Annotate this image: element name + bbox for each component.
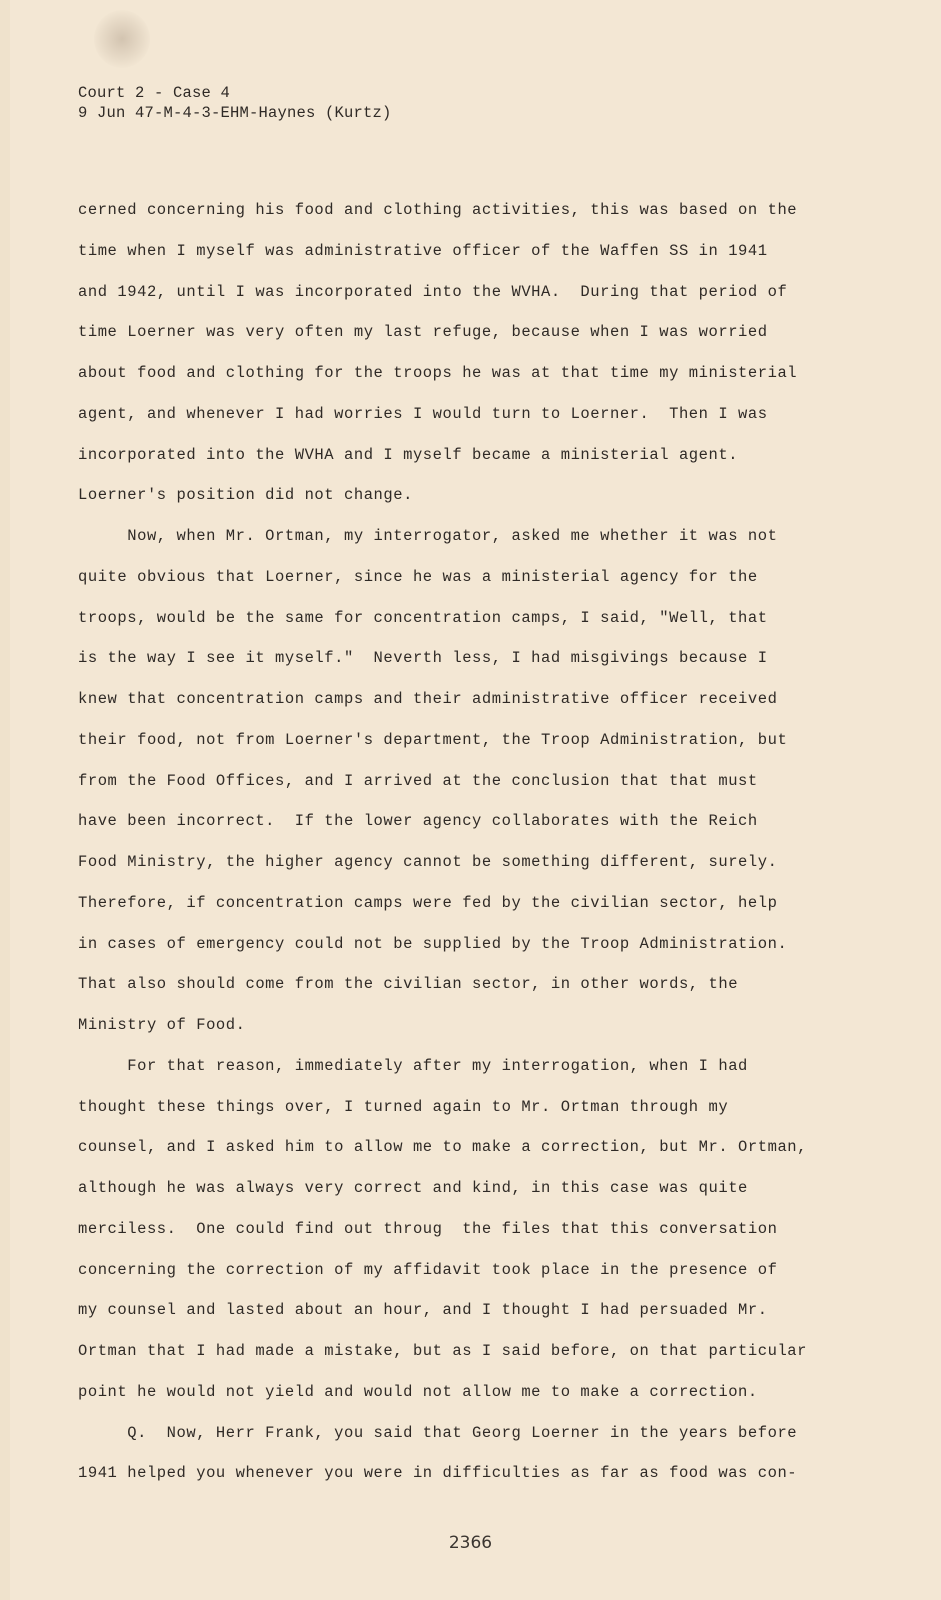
text-line: cerned concerning his food and clothing activities, this was based on the [78,201,798,219]
text-line: agent, and whenever I had worries I would turn to Loerner. Then I was [78,404,768,423]
text-line: have been incorrect. If the lower agency collaborates with the Reich [78,812,758,831]
header-date-reference: 9 Jun 47-M-4-3-EHM-Haynes (Kurtz) [78,104,392,122]
transcript-body [78,190,848,1494]
text-line: For that reason, immediately after my interrogation, when I had [78,1056,748,1075]
text-line: concerning the correction of my affidavit took place in the presence of [78,1260,778,1279]
text-line: Now, when Mr. Ortman, my interrogator, asked me whether it was not [78,527,778,545]
text-line: Food Ministry, the higher agency cannot be something different, surely. [78,853,778,871]
text-line: from the Food Offices, and I arrived at the conclusion that that must [78,771,758,790]
text-line: incorporated into the WVHA and I myself became a ministerial agent. [78,445,739,464]
text-line: in cases of emergency could not be supplied by the Troop Administration. [78,934,788,953]
text-line: point he would not yield and would not allow me to make a correction. [78,1382,758,1401]
text-line: time when I myself was administrative officer of the Waffen SS in 1941 [78,241,768,260]
text-line: although he was always very correct and kind, in this case was quite [78,1179,748,1197]
text-line: troops, would be the same for concentration camps, I said, "Well, that [78,608,768,627]
text-line: is the way I see it myself." Neverth less, I had misgivings because I [78,649,768,668]
text-line: Ortman that I had made a mistake, but as I said before, on that particular [78,1342,808,1360]
header-court-case: Court 2 - Case 4 [78,84,231,102]
text-line: merciless. One could find out throug the files that this conversation [78,1219,778,1238]
text-line: thought these things over, I turned again to Mr. Ortman through my [78,1097,729,1116]
text-line: 1941 helped you whenever you were in difficulties as far as food was con- [78,1464,798,1483]
text-line: their food, not from Loerner's department, the Troop Administration, but [78,730,788,749]
text-line: That also should come from the civilian sector, in other words, the [78,975,739,994]
case-header [78,83,392,123]
text-line: and 1942, until I was incorporated into the WVHA. During that period of [78,282,788,301]
text-line: time Loerner was very often my last refuge, because when I was worried [78,323,768,342]
text-line: Loerner's position did not change. [78,486,413,505]
text-line: about food and clothing for the troops he was at that time my ministerial [78,364,798,382]
text-line: my counsel and lasted about an hour, and I thought I had persuaded Mr. [78,1301,768,1320]
text-line: quite obvious that Loerner, since he was a ministerial agency for the [78,567,758,586]
text-line: Ministry of Food. [78,1016,246,1034]
paper-stain [94,10,150,68]
page-number: 2366 [448,1533,493,1553]
text-line: Therefore, if concentration camps were fed by the civilian sector, help [78,893,778,912]
text-line: Q. Now, Herr Frank, you said that Georg Loerner in the years before [78,1423,798,1442]
text-line: knew that concentration camps and their administrative officer received [78,690,778,708]
text-line: counsel, and I asked him to allow me to make a correction, but Mr. Ortman, [78,1138,808,1157]
